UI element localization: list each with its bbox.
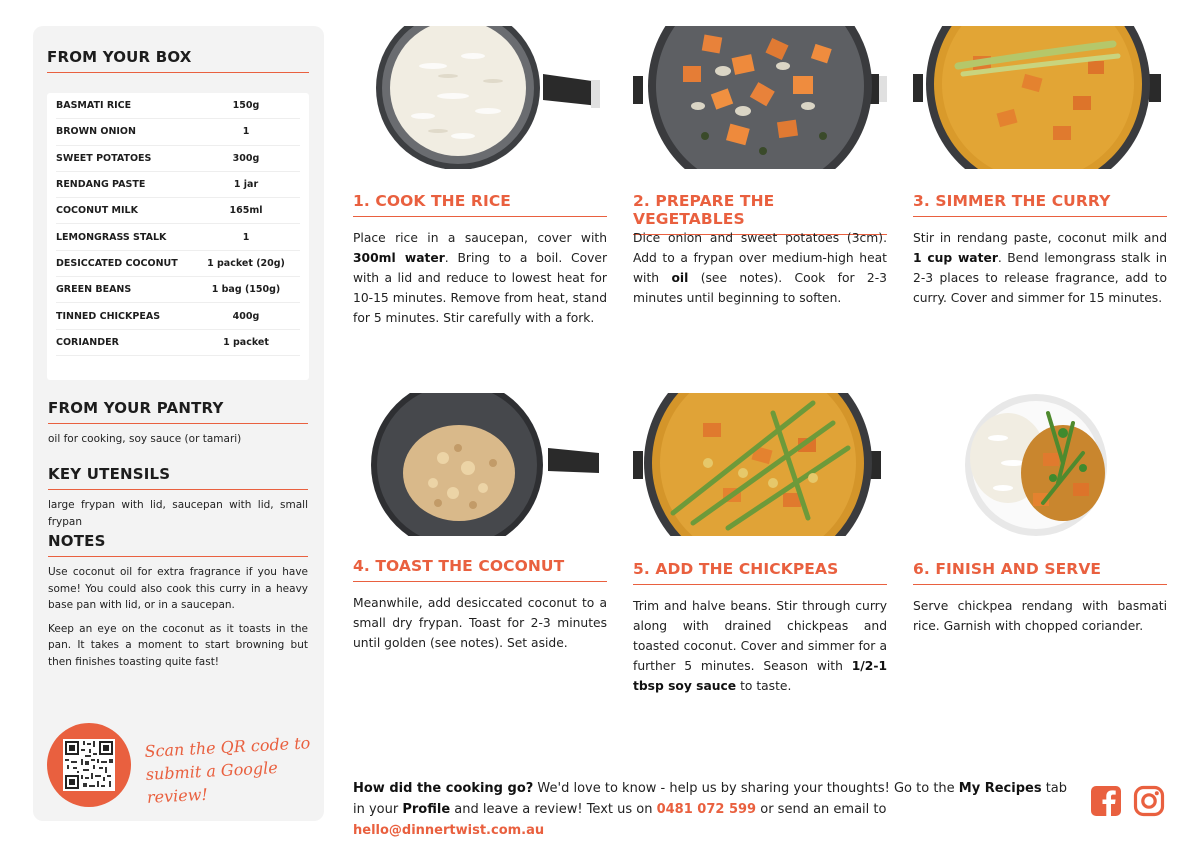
step-5-title: 5. ADD THE CHICKPEAS	[633, 560, 887, 585]
notes-paragraph: Use coconut oil for extra fragrance if you have some! You could also cook this curry in a heavy base pan with lid, or in a saucepan.	[48, 566, 308, 611]
ingredient-name: DESICCATED COCONUT	[56, 257, 178, 269]
step-text-span: . Bend lemongrass stalk in 2-3 places to release fragrance, add to curry. Cover and simmer for 15 minutes.	[913, 251, 1167, 305]
step-3-title: 3. SIMMER THE CURRY	[913, 192, 1167, 217]
ingredient-name: BASMATI RICE	[56, 100, 132, 112]
step-text-span: to taste.	[736, 679, 792, 693]
step-3-text	[913, 228, 1167, 308]
ingredient-name: LEMONGRASS STALK	[56, 231, 167, 243]
step-6-photo	[913, 393, 1167, 536]
ingredients-table	[47, 93, 309, 380]
step-text-span: Trim and halve beans. Stir through curry along with drained chickpeas and toasted coconut. Cover and simmer for a further 5 minutes. Season with	[633, 599, 887, 673]
step-4-text	[353, 593, 607, 653]
step-3-photo	[913, 26, 1167, 169]
qr-caption-line: Scan the QR code to	[144, 733, 311, 761]
instagram-icon[interactable]	[1133, 785, 1165, 821]
step-text-bold: oil	[671, 271, 689, 285]
ingredient-row	[56, 93, 300, 119]
qr-caption-line: submit a Google review!	[145, 758, 279, 807]
ingredient-name: CORIANDER	[56, 336, 119, 348]
phone-link[interactable]: 0481 072 599	[656, 802, 757, 817]
step-6-text	[913, 596, 1167, 636]
footer-message	[353, 778, 1073, 841]
step-text-span: Dice onion and sweet potatoes (3cm). Add to a frypan over medium-high heat with	[633, 231, 887, 285]
step-text-span: Place rice in a saucepan, cover with	[353, 231, 607, 245]
notes-heading: NOTES	[48, 532, 308, 557]
ingredient-name: TINNED CHICKPEAS	[56, 310, 161, 322]
ingredient-name: COCONUT MILK	[56, 205, 138, 217]
ingredient-row	[56, 303, 300, 329]
ingredient-row	[56, 224, 300, 250]
utensils-heading: KEY UTENSILS	[48, 465, 308, 490]
ingredient-qty: 150g	[232, 100, 260, 112]
notes-section	[48, 532, 308, 670]
step-5-text	[633, 596, 887, 696]
step-2-photo	[633, 26, 887, 169]
ingredient-qty: 300g	[232, 152, 260, 164]
footer-question: How did the cooking go?	[353, 781, 534, 796]
step-6-title: 6. FINISH AND SERVE	[913, 560, 1167, 585]
step-text-bold: 1 cup water	[913, 251, 998, 265]
ingredient-row	[56, 146, 300, 172]
step-text-span: Serve chickpea rendang with basmati rice. Garnish with chopped coriander.	[913, 599, 1167, 633]
utensils-text: large frypan with lid, saucepan with lid, small frypan	[48, 499, 308, 528]
sidebar	[33, 26, 324, 821]
ingredient-row	[56, 277, 300, 303]
footer-text: We'd love to know - help us by sharing your thoughts! Go to the	[533, 781, 959, 796]
step-text-span: (see notes). Cook for 2-3 minutes until beginning to soften.	[633, 271, 888, 305]
notes-paragraph: Keep an eye on the coconut as it toasts in the pan. It takes a moment to start browning but then finishes toasting quite fast!	[48, 622, 308, 668]
footer-text: or send an email to	[756, 802, 887, 817]
ingredient-name: SWEET POTATOES	[56, 152, 152, 164]
step-4-photo	[353, 393, 607, 536]
facebook-icon[interactable]	[1090, 785, 1122, 821]
pantry-section	[48, 399, 308, 448]
qr-code-icon[interactable]	[63, 739, 115, 791]
qr-badge	[47, 723, 131, 807]
step-1-title: 1. COOK THE RICE	[353, 192, 607, 217]
ingredient-row	[56, 172, 300, 198]
ingredient-qty: 1	[242, 126, 250, 138]
step-1-text	[353, 228, 607, 328]
ingredient-qty: 165ml	[229, 205, 263, 217]
qr-review-block	[47, 723, 317, 807]
ingredient-row	[56, 330, 300, 356]
step-text-bold: 1/2-1 tbsp soy sauce	[633, 659, 887, 693]
utensils-section	[48, 465, 308, 530]
qr-caption	[144, 731, 320, 809]
ingredient-qty: 400g	[232, 310, 260, 322]
step-2-title: 2. PREPARE THE VEGETABLES	[633, 192, 887, 235]
ingredient-name: RENDANG PASTE	[56, 179, 146, 191]
footer-text: tab in your	[353, 781, 1068, 817]
ingredient-qty: 1 jar	[233, 179, 259, 191]
step-text-span: Meanwhile, add desiccated coconut to a small dry frypan. Toast for 2-3 minutes until golden (see notes). Set aside.	[353, 596, 607, 650]
profile-label: Profile	[402, 802, 451, 817]
ingredient-qty: 1	[242, 231, 250, 243]
ingredient-name: GREEN BEANS	[56, 284, 132, 296]
step-4-title: 4. TOAST THE COCONUT	[353, 557, 607, 582]
footer-text: and leave a review! Text us on	[450, 802, 657, 817]
ingredient-qty: 1 packet	[223, 336, 269, 348]
step-1-photo	[353, 26, 607, 169]
ingredient-name: BROWN ONION	[56, 126, 136, 138]
ingredient-row	[56, 119, 300, 145]
step-text-span: Stir in rendang paste, coconut milk and	[913, 231, 1167, 245]
step-text-span: . Bring to a boil. Cover with a lid and reduce to lowest heat for 10-15 minutes. Remove from heat, stand for 5 minutes. Stir carefully with a fork.	[353, 251, 607, 325]
email-link[interactable]: hello@dinnertwist.com.au	[353, 823, 545, 838]
from-your-box-heading: FROM YOUR BOX	[47, 48, 309, 73]
my-recipes-label: My Recipes	[958, 781, 1042, 796]
ingredient-row	[56, 198, 300, 224]
step-text-bold: 300ml water	[353, 251, 445, 265]
ingredient-qty: 1 packet (20g)	[207, 257, 285, 269]
pantry-text: oil for cooking, soy sauce (or tamari)	[48, 433, 242, 445]
step-2-text	[633, 228, 887, 308]
ingredient-row	[56, 251, 300, 277]
step-5-photo	[633, 393, 887, 536]
ingredient-qty: 1 bag (150g)	[211, 284, 281, 296]
pantry-heading: FROM YOUR PANTRY	[48, 399, 308, 424]
